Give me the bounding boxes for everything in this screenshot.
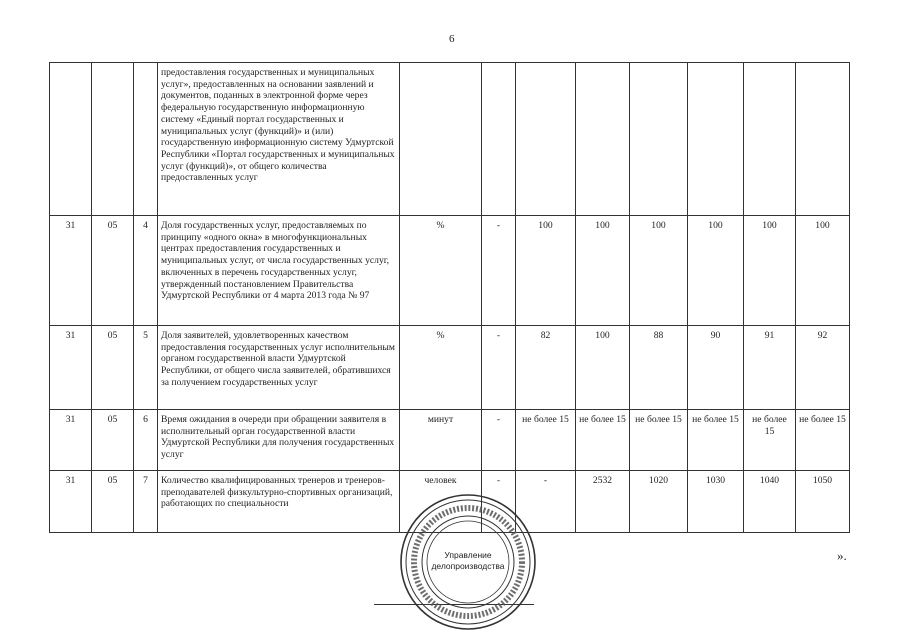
cell-description: Время ожидания в очереди при обращении заявителя в исполнительный орган государственной власти Удмуртской Республики для получения государственных услуг (158, 410, 400, 471)
cell-code-2 (92, 63, 134, 216)
cell-value: 1050 (796, 471, 850, 533)
table-row (50, 216, 850, 326)
cell-unit: % (400, 326, 482, 410)
indicators-table (49, 62, 850, 533)
cell-value: не более 15 (576, 410, 630, 471)
cell-number: 7 (134, 471, 158, 533)
cell-value (744, 63, 796, 216)
cell-code-2: 05 (92, 410, 134, 471)
cell-value: 100 (516, 216, 576, 326)
cell-value: не более 15 (744, 410, 796, 471)
table-row (50, 326, 850, 410)
cell-value: 88 (630, 326, 688, 410)
cell-value: 1020 (630, 471, 688, 533)
cell-unit (400, 63, 482, 216)
cell-code-1: 31 (50, 471, 92, 533)
cell-number: 5 (134, 326, 158, 410)
cell-code-1: 31 (50, 216, 92, 326)
seal-graphic (398, 492, 538, 632)
seal-center-text: Управление (444, 550, 492, 560)
cell-unit: минут (400, 410, 482, 471)
cell-code-1: 31 (50, 410, 92, 471)
cell-code-2: 05 (92, 216, 134, 326)
cell-value (576, 63, 630, 216)
cell-value: не более 15 (796, 410, 850, 471)
closing-quote-mark: ». (837, 548, 847, 563)
cell-code-1: 31 (50, 326, 92, 410)
seal-center-text: делопроизводства (431, 561, 505, 571)
page-number: 6 (449, 33, 455, 45)
cell-value: 100 (576, 216, 630, 326)
cell-value: 100 (630, 216, 688, 326)
cell-base (482, 63, 516, 216)
cell-code-2: 05 (92, 326, 134, 410)
cell-value: 100 (796, 216, 850, 326)
official-seal (398, 492, 538, 632)
cell-code-2: 05 (92, 471, 134, 533)
cell-base: - (482, 216, 516, 326)
cell-value: 1030 (688, 471, 744, 533)
cell-value: 1040 (744, 471, 796, 533)
cell-value: 92 (796, 326, 850, 410)
cell-value: 91 (744, 326, 796, 410)
cell-value: не более 15 (516, 410, 576, 471)
cell-description: предоставления государственных и муниципальных услуг», предоставленных на основании заявлений и документов, поданных в электронной форме через федеральную государственную информационную систему «Единый портал государственных и муниципальных услуг (функций)» и (или) государственную информационную систему Удмуртской Республики «Портал государственных и муниципальных услуг (функций)», от общего количества предоставленных услуг (158, 63, 400, 216)
cell-value: 82 (516, 326, 576, 410)
cell-value: не более 15 (688, 410, 744, 471)
table-row (50, 63, 850, 216)
cell-base: - (482, 326, 516, 410)
cell-value (516, 63, 576, 216)
cell-number: 6 (134, 410, 158, 471)
cell-value (688, 63, 744, 216)
cell-value: не более 15 (630, 410, 688, 471)
cell-value: 100 (576, 326, 630, 410)
cell-value: - (516, 471, 576, 533)
cell-value (630, 63, 688, 216)
cell-unit: человек (400, 471, 482, 533)
cell-description: Количество квалифицированных тренеров и тренеров-преподавателей физкультурно-спортивных организаций, работающих по специальности (158, 471, 400, 533)
cell-unit: % (400, 216, 482, 326)
cell-value: 90 (688, 326, 744, 410)
cell-base: - (482, 471, 516, 533)
cell-value: 2532 (576, 471, 630, 533)
cell-code-1 (50, 63, 92, 216)
table-row (50, 410, 850, 471)
cell-number: 4 (134, 216, 158, 326)
cell-description: Доля государственных услуг, предоставляемых по принципу «одного окна» в многофункциональных центрах предоставления государственных и муниципальных услуг, от числа государственных услуг, включенных в перечень государственных услуг, утвержденный постановлением Правительства Удмуртской Республики от 4 марта 2013 года № 97 (158, 216, 400, 326)
cell-description: Доля заявителей, удовлетворенных качеством предоставления государственных услуг исполнительным органом государственной власти Удмуртской Республики, от общего числа заявителей, обратившихся за получением государственных услуг (158, 326, 400, 410)
cell-value (796, 63, 850, 216)
cell-number (134, 63, 158, 216)
cell-value: 100 (688, 216, 744, 326)
cell-base: - (482, 410, 516, 471)
cell-value: 100 (744, 216, 796, 326)
